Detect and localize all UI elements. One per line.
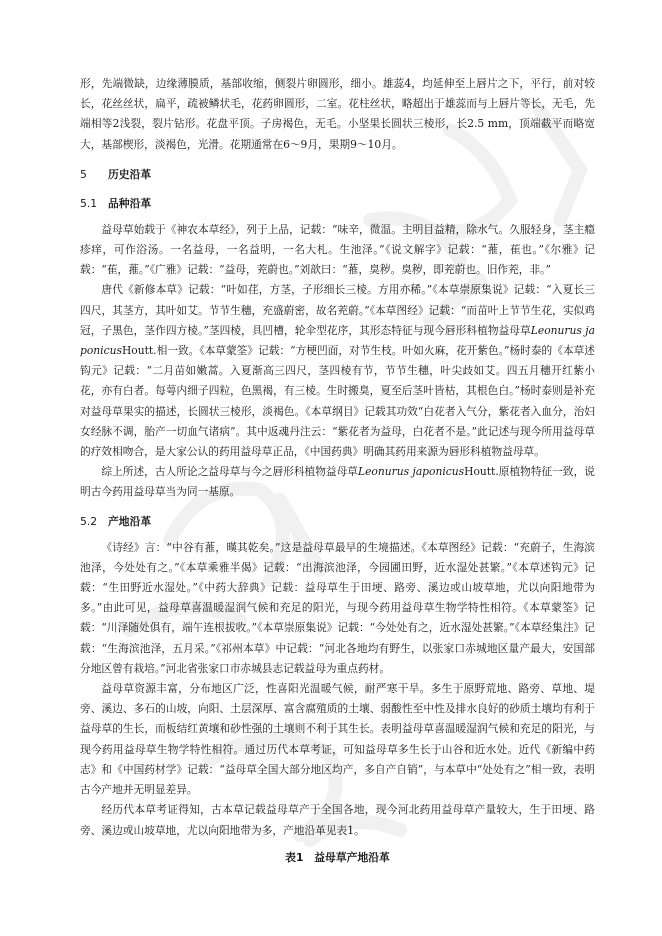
latin-species-name: Leonurus japonicus [80,323,595,358]
paragraph-conclusion: 经历代本草考证得知，古本草记载益母草产于全国各地，现今河北药用益母草产量较大，生于田埂、路旁、溪边或山坡草地，尤以向阳地带为多，产地沿革见表1。 [80,803,595,837]
paragraph-resources: 益母草资源丰富，分布地区广泛，性喜阳光温暖气候，耐严寒干旱。多生于原野荒地、路旁、草地、堤旁、溪边、多石的山坡，向阳、土层深厚、富含腐殖质的土壤、弱酸性至中性及排水良好的砂质土壤均有利于益母草的生长，而板结红黄壤和砂性强的土壤则不利于其生长。表明益母草喜温暖湿润气候和充足的阳光，与现今药用益母草生物学特性相符。通过历代本草考证，可知益母草多生长于山谷和近水处。近代《新编中药志》和《中国药材学》记载：“益母草全国大部分地区均产，多自产自销”，与本草中“处处有之”相一致，表明古今产地并无明显差异。 [80,682,595,797]
paragraph-text: 综上所述，古人所论之益母草与今之唇形科植物益母草 [101,465,358,479]
paragraph-text: Houtt.相一致。《本草蒙筌》记载：“方梗凹面，对节生枝。叶如火麻，花开紫色。”杨时泰的《本草述钩元》记载：“二月苗如嫩蒿。入夏渐高三四尺，茎四棱有节，节节生穗，叶尖歧如艾。四五月穗开红紫小花，亦有白者。每萼内细子四粒，色黑褐，有三棱。生时搬臭，夏至后茎叶皆枯，其根色白。”杨时泰则是补充对益母草果实的描述，长圆状三棱形，淡褐色。《本草纲目》记载其功效“白花者入气分，紫花者入血分，治妇女经脉不调，胎产一切血气诸病”。其中返魂丹注云：“紫花者为益母，白花者不是。”此记述与现今所用益母草的疗效相吻合，是大家公认的药用益母草正品，《中国药典》明确其药用来源为唇形科植物益母草。 [80,344,595,459]
section-number: 5 [80,167,87,181]
section-heading-history [80,165,595,185]
latin-species-name: Leonurus japonicus [358,465,465,479]
subsection-heading-origin [80,512,595,532]
paragraph-text: 唐代《新修本草》记载：“叶如荏，方茎，子形细长三棱。方用亦稀。”《本草崇原集说》记载：“入夏长三四尺，其茎方，其叶如艾。节节生穗，充盛蔚密，故名茺蔚。”《本草图经》记载：“而苗叶上节节生花，实似鸡冠，子黑色，茎作四方棱。”茎四棱，具凹槽，轮伞型花序，其形态特征与现今唇形科植物益母草 [80,283,595,337]
paragraph-morphology: 形，先端微缺，边缘薄膜质，基部收缩，侧裂片卵圆形，细小。雄蕊4，均延伸至上唇片之下，平行，前对较长，花丝丝状，扁平，疏被鳞状毛，花药卵圆形，二室。花柱丝状，略超出于雄蕊而与上唇片等长，无毛，先端相等2浅裂，裂片钻形。花盘平顶。子房褐色，无毛。小坚果长圆状三棱形，长2.5 mm，顶端截平而略宽大，基部楔形，淡褐色，光滑。花期通常在6～9月，果期9～10月。 [80,77,595,151]
paragraph-shennong: 益母草始载于《神农本草经》，列于上品，记载：“味辛，微温。主明目益精，除水气。久服轻身，茎主瘾疹痒，可作浴汤。一名益母，一名益明，一名大札。生池泽。”《说文解字》记载：“蓷，萑也。”《尔雅》记载：“萑，蓷。”《广雅》记载：“益母，茺蔚也。”刘歆曰：“蓷，臭秽。臭秽，即茺蔚也。旧作茺，非。” [80,222,595,277]
paragraph-habitat: 《诗经》言：“中谷有蓷，暵其乾矣。”这是益母草最早的生境描述。《本草图经》记载：“充蔚子，生海滨池泽，今处处有之。”《本草乘雅半偈》记载：“出海滨池泽，今园圃田野，近水湿处甚繁。”《本草述钩元》记载：“生田野近水湿处。”《中药大辞典》记载：益母草生于田埂、路旁、溪边或山坡草地，尤以向阳地带为多。”由此可见，益母草喜温暖湿润气候和充足的阳光，与现今药用益母草生物学特性相符。《本草蒙筌》记载：“川泽随处俱有，端午连根拔收。”《本草崇原集说》记载：“今处处有之，近水湿处甚繁。”《本草经集注》记载：“生海滨池泽，五月采。”《祁州本草》中记载：“河北各地均有野生，以张家口赤城地区量产最大，安国部分地区曾有栽培。”河北省张家口市赤城县志记载益母为重点药材。 [80,540,595,675]
table-caption: 表1 益母草产地沿革 [285,850,390,864]
paragraph-summary [80,462,595,502]
document-body [80,74,595,868]
subsection-title: 产地沿革 [108,514,152,528]
paragraph-tang-dynasty [80,280,595,462]
section-title: 历史沿革 [108,167,152,181]
paragraph-text: Houtt.原植物特征一致，说明古今药用益母草当为同一基原。 [80,465,595,499]
subsection-heading-variety [80,194,595,214]
subsection-title: 品种沿革 [108,196,152,210]
subsection-number: 5.1 [80,196,98,210]
subsection-number: 5.2 [80,514,98,528]
